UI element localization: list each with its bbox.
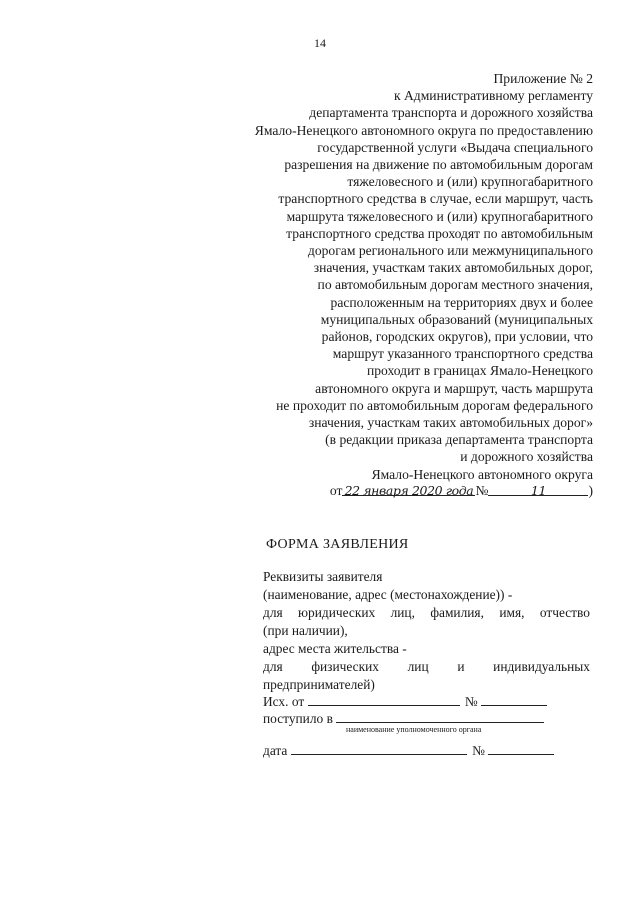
outgoing-number-label: № [464,694,478,709]
appendix-line: Ямало-Ненецкого автономного округа [371,466,593,482]
appendix-line: значения, участкам таких автомобильных дорог» [308,415,593,430]
appendix-line: дорогам регионального или межмуниципального [307,243,593,258]
page-number: 14 [314,36,326,50]
word: для [263,605,283,620]
outgoing-line [263,692,547,710]
residence-address-note: адрес места жительства - [263,641,407,656]
word: для [263,659,283,674]
date-label: дата [263,743,288,758]
appendix-line: значения, участкам таких автомобильных дорог, [313,260,593,276]
received-label: поступило в [263,711,333,726]
patronymic-note: (при наличии), [263,623,348,638]
appendix-line: к Административному регламенту [393,88,593,104]
word: фамилия, [430,605,484,620]
date-line [263,741,554,759]
appendix-line: не проходит по автомобильным дорогам федерального [276,397,593,413]
applicant-details-heading: Реквизиты заявителя [263,569,383,584]
word: физических [311,659,379,674]
order-prefix: от [329,483,343,498]
appendix-line: (в редакции приказа департамента транспорта [325,432,593,448]
received-authority-field[interactable] [336,709,544,723]
appendix-line: расположенным на территориях двух и более [330,294,593,310]
date-field[interactable] [291,741,467,755]
order-number-handwritten: 11 [530,483,547,498]
appendix-line: муниципальных образований (муниципальных [320,311,593,327]
appendix-line: департамента транспорта и дорожного хозяйства [309,105,593,121]
appendix-line: государственной услуги «Выдача специального [317,139,593,155]
legal-entity-note [263,605,590,621]
appendix-line: и дорожного хозяйства [460,449,593,465]
authority-caption: наименование уполномоченного органа [346,725,482,734]
appendix-line: маршрут указанного транспортного средства [332,346,593,362]
appendix-line: автономного округа и маршрут, часть маршрута [315,380,593,396]
order-number-label: № [475,483,489,498]
order-date-field [342,482,475,496]
date-number-label: № [472,743,485,758]
order-reference-line [330,482,593,499]
appendix-line: Ямало-Ненецкого автономного округа по предоставлению [254,122,593,138]
word: юридических [298,605,376,620]
word: отчество [539,605,590,620]
appendix-line: транспортного средства проходят по автомобильным [286,225,593,241]
outgoing-date-field[interactable] [308,692,460,706]
date-number-field[interactable] [488,741,554,755]
word: имя, [499,605,525,620]
form-title: ФОРМА ЗАЯВЛЕНИЯ [266,537,409,552]
outgoing-label: Исх. от [263,694,305,709]
appendix-line: маршрута тяжеловесного и (или) крупногабаритного [286,208,593,224]
individuals-note [263,659,590,675]
word: индивидуальных [493,659,590,674]
applicant-name-address-note: (наименование, адрес (местонахождение)) - [263,587,513,602]
appendix-line: по автомобильным дорогам местного значения, [317,277,593,293]
word: лиц, [390,605,415,620]
entrepreneurs-note: предпринимателей) [263,677,375,692]
appendix-line: тяжеловесного и (или) крупногабаритного [347,174,593,190]
word: лиц [407,659,429,674]
appendix-line: транспортного средства в случае, если маршрут, часть [278,191,593,207]
appendix-line: проходит в границах Ямало-Ненецкого [366,363,593,379]
order-suffix: ) [588,483,593,498]
appendix-line: Приложение № 2 [493,71,593,86]
appendix-line: районов, городских округов), при условии, что [321,329,593,344]
outgoing-number-field[interactable] [481,692,547,706]
order-number-field [488,482,588,496]
order-date-handwritten: 22 января 2020 года [344,483,474,498]
word: и [457,659,465,674]
appendix-line: разрешения на движение по автомобильным дорогам [284,157,593,172]
